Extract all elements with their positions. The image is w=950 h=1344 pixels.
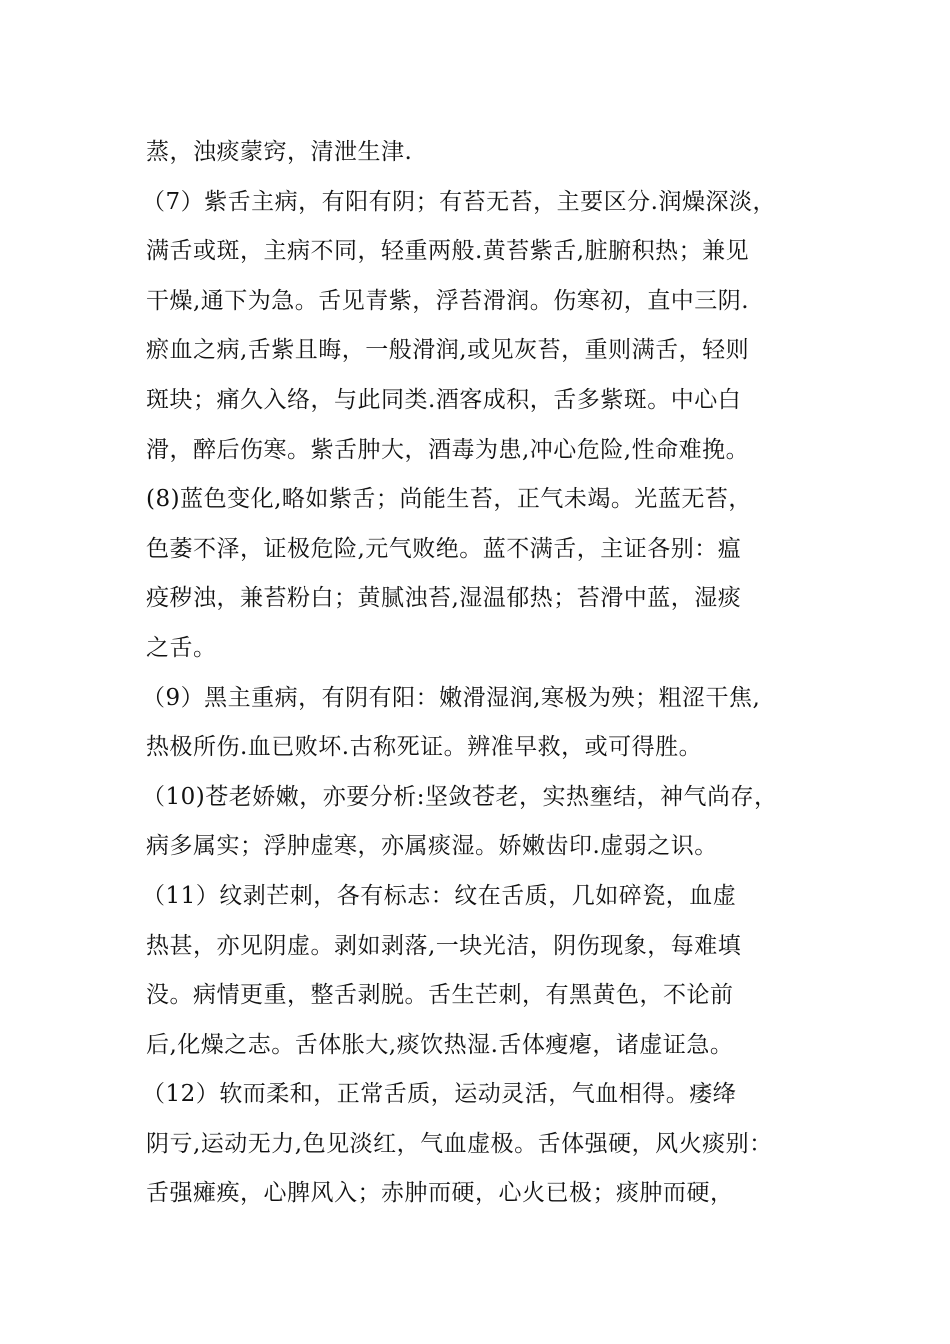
text-line: 后,化燥之志。舌体胀大,痰饮热湿.舌体瘦瘪，诸虚证急。	[146, 1031, 734, 1058]
text-line: （11）纹剥芒刺，各有标志：纹在舌质，几如碎瓷，血虚	[142, 882, 737, 909]
text-line: 色萎不泽，证极危险,元气败绝。蓝不满舌，主证各别：瘟	[146, 535, 742, 562]
text-line: （9）黑主重病，有阴有阳：嫩滑湿润,寒极为殃；粗涩干焦,	[142, 684, 761, 711]
text-line: 蒸，浊痰蒙窍，清泄生津.	[146, 139, 413, 165]
text-line: 疫秽浊，兼苔粉白；黄腻浊苔,湿温郁热；苔滑中蓝，湿痰	[146, 585, 742, 612]
text-line: 舌强瘫痪，心脾风入；赤肿而硬，心火已极；痰肿而硬，	[146, 1180, 734, 1207]
text-line: 没。病情更重，整舌剥脱。舌生芒刺，有黑黄色，不论前	[146, 982, 734, 1009]
text-line: (8)蓝色变化,略如紫舌；尚能生苔，正气未竭。光蓝无苔，	[146, 486, 752, 513]
text-line: 干燥,通下为急。舌见青紫，浮苔滑润。伤寒初，直中三阴.	[146, 287, 750, 314]
text-line: 瘀血之病,舌紫且晦，一般滑润,或见灰苔，重则满舌，轻则	[146, 337, 750, 364]
text-line: 滑，醉后伤寒。紫舌肿大，酒毒为患,冲心危险,性命难挽。	[146, 436, 750, 463]
text-line: 热甚，亦见阴虚。剥如剥落,一块光洁，阴伤现象，每难填	[146, 932, 742, 959]
text-line: （7）紫舌主病，有阳有阴；有苔无苔，主要区分.润燥深淡，	[142, 188, 776, 215]
text-line: （10)苍老娇嫩，亦要分析:坚敛苍老，实热壅结，神气尚存，	[142, 783, 778, 810]
text-line: （12）软而柔和，正常舌质，运动灵活，气血相得。痿绛	[142, 1081, 737, 1108]
text-line: 病多属实；浮肿虚寒，亦属痰湿。娇嫩齿印.虚弱之识。	[146, 833, 718, 860]
text-line: 之舌。	[146, 634, 217, 661]
text-line: 斑块；痛久入络，与此同类.酒客成积，舌多紫斑。中心白	[146, 386, 742, 413]
text-line: 热极所伤.血已败坏.古称死证。辨准早救，或可得胜。	[146, 734, 703, 761]
text-line: 阴亏,运动无力,色见淡红，气血虚极。舌体强硬，风火痰别：	[146, 1130, 773, 1157]
text-line: 满舌或斑，主病不同，轻重两般.黄苔紫舌,脏腑积热；兼见	[146, 238, 750, 265]
body-text	[142, 128, 826, 1219]
